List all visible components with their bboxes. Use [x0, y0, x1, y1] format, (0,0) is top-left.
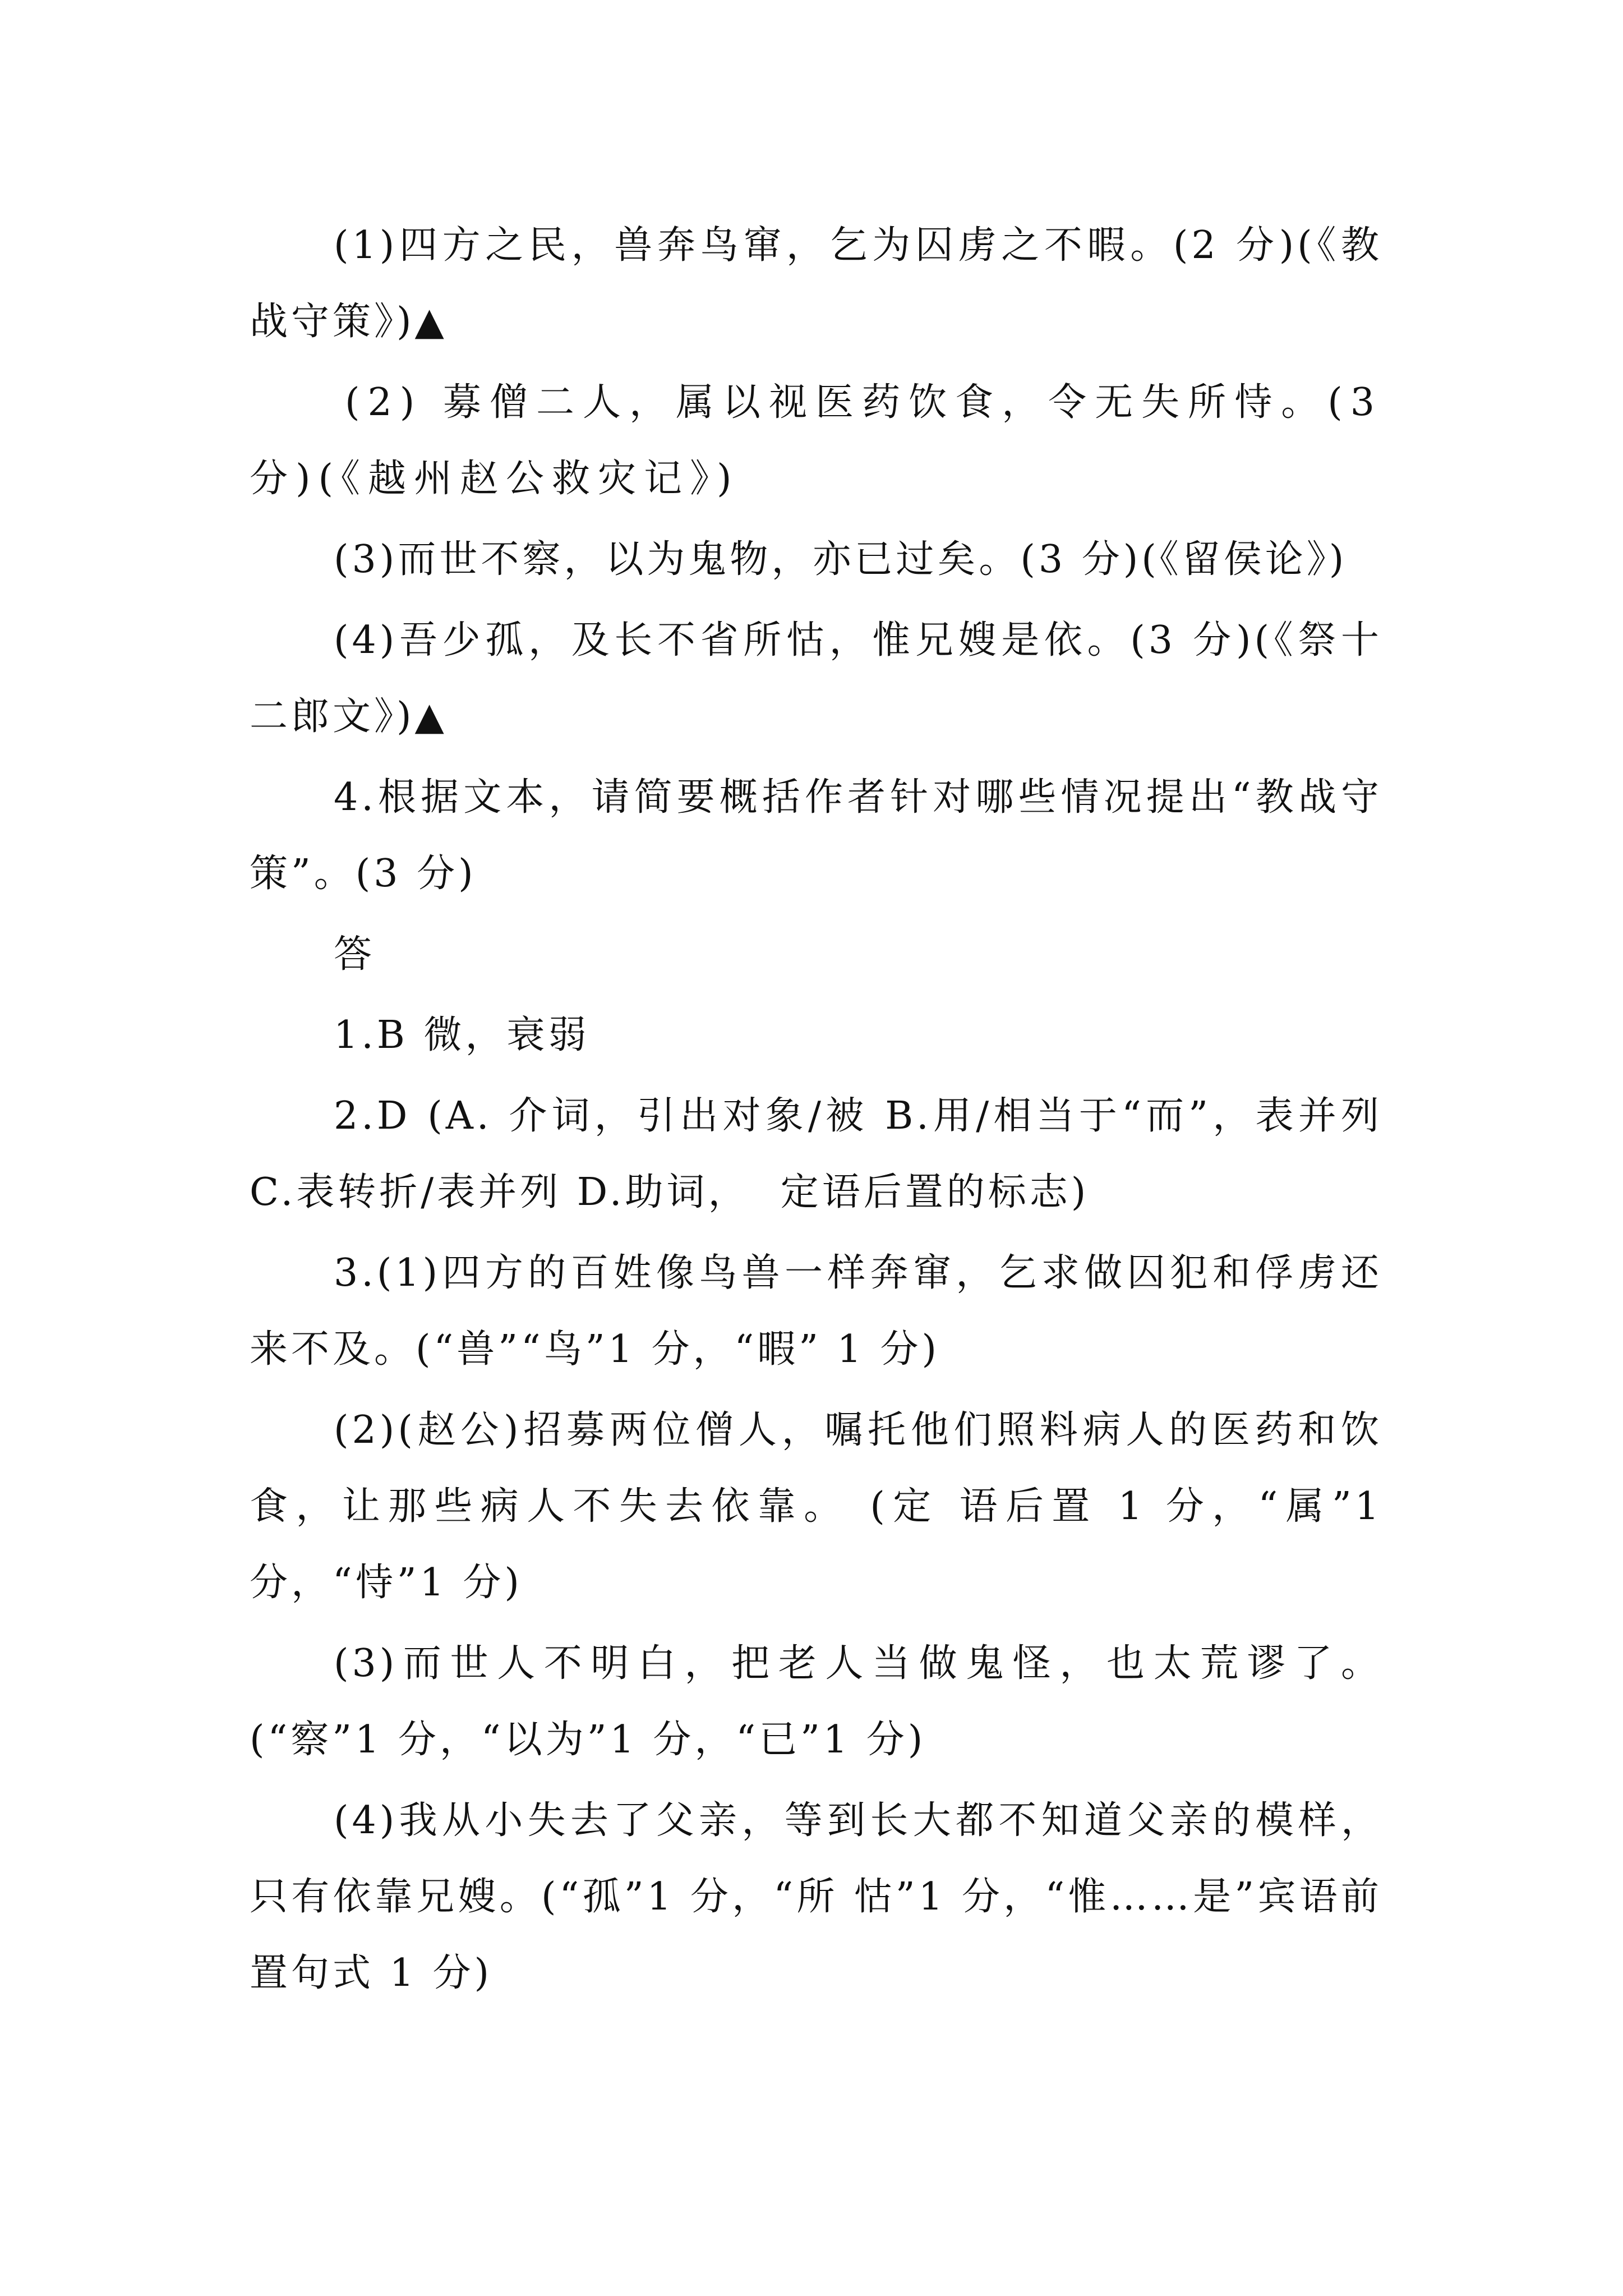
paragraph-question-4: 4.根据文本，请简要概括作者针对哪些情况提出“教战守策”。(3 分) [250, 775, 1382, 896]
paragraph-translation-q1: (1)四方之民，兽奔鸟窜，乞为囚虏之不暇。(2 分)(《教战守策》)▲ [250, 223, 1382, 344]
paragraph-answer-3-3: (3)而世人不明白，把老人当做鬼怪，也太荒谬了。(“察”1 分，“以为”1 分，“已”1 分) [250, 1641, 1382, 1762]
paragraph-answer-2: 2.D (A. 介词，引出对象/被 B.用/相当于“而”，表并列 C.表转折/表并列 D.助词， 定语后置的标志) [250, 1094, 1398, 1214]
paragraph-translation-q2: (2) 募僧二人，属以视医药饮食，令无失所恃。(3 分)(《越州赵公救灾记》) [250, 380, 1403, 501]
paragraph-translation-q3: (3)而世不察，以为鬼物，亦已过矣。(3 分)(《留侯论》) [334, 537, 1348, 582]
paragraph-answer-3-2: (2)(赵公)招募两位僧人，嘱托他们照料病人的医药和饮食，让那些病人不失去依靠。 (定 语后置 1 分，“属”1 分，“恃”1 分) [250, 1408, 1398, 1605]
paragraph-answer-3-4: (4)我从小失去了父亲，等到长大都不知道父亲的模样，只有依靠兄嫂。(“孤”1 分，“所 怙”1 分，“惟……是”宾语前置句式 1 分) [250, 1798, 1382, 1995]
paragraph-answer-1: 1.B 微，衰弱 [334, 1013, 590, 1057]
paragraph-answer-3-1: 3.(1)四方的百姓像鸟兽一样奔窜，乞求做囚犯和俘虏还来不及。(“兽”“鸟”1 分，“暇” 1 分) [250, 1251, 1382, 1372]
paragraph-translation-q4: (4)吾少孤，及长不省所怙，惟兄嫂是依。(3 分)(《祭十二郎文》)▲ [250, 618, 1382, 739]
paragraph-answer-heading: 答 [334, 932, 376, 977]
document-body [250, 208, 1403, 2016]
